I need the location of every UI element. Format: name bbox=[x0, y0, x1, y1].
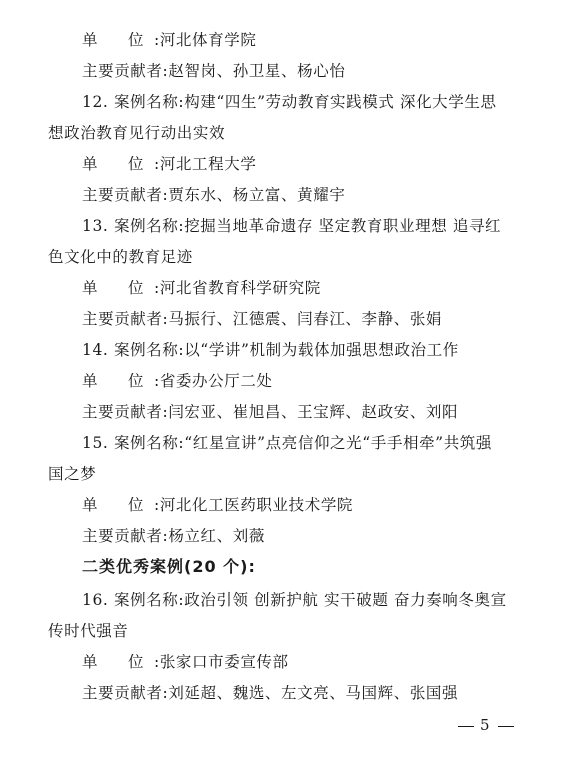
unit-label: 单 位 bbox=[82, 372, 145, 390]
case-title-continuation: 传时代强音 bbox=[48, 622, 129, 640]
unit-line bbox=[82, 154, 256, 174]
case-title-continuation: 色文化中的教育足迹 bbox=[48, 248, 193, 266]
unit-label: 单 位 bbox=[82, 31, 145, 49]
case-title-continuation: 想政治教育见行动出实效 bbox=[48, 124, 226, 142]
contributors-line: 主要贡献者:闫宏亚、崔旭昌、王宝辉、赵政安、刘阳 bbox=[82, 403, 459, 421]
page-number: 5 bbox=[452, 716, 520, 734]
unit-value: :河北化工医药职业技术学院 bbox=[154, 496, 354, 514]
contributors-line: 主要贡献者:刘延超、魏选、左文亮、马国辉、张国强 bbox=[82, 684, 459, 702]
unit-line bbox=[82, 495, 353, 515]
case-title-line: 13. 案例名称:挖掘当地革命遗存 坚定教育职业理想 追寻红 bbox=[82, 217, 502, 235]
unit-label: 单 位 bbox=[82, 653, 145, 671]
contributors-line: 主要贡献者:马振行、江德震、闫春江、李静、张娟 bbox=[82, 310, 443, 328]
unit-value: :省委办公厅二处 bbox=[154, 372, 273, 390]
unit-label: 单 位 bbox=[82, 155, 145, 173]
unit-label: 单 位 bbox=[82, 496, 145, 514]
case-title-line: 14. 案例名称:以“学讲”机制为载体加强思想政治工作 bbox=[82, 341, 459, 359]
contributors-line: 主要贡献者:贾东水、杨立富、黄耀宇 bbox=[82, 186, 346, 204]
unit-value: :河北体育学院 bbox=[154, 31, 257, 49]
unit-value: :河北省教育科学研究院 bbox=[154, 279, 321, 297]
case-title-line: 15. 案例名称:“红星宣讲”点亮信仰之光“手手相牵”共筑强 bbox=[82, 434, 492, 452]
case-title-continuation: 国之梦 bbox=[48, 465, 97, 483]
case-title-line: 16. 案例名称:政治引领 创新护航 实干破题 奋力奏响冬奥宣 bbox=[82, 591, 507, 609]
contributors-line: 主要贡献者:赵智岗、孙卫星、杨心怡 bbox=[82, 62, 346, 80]
unit-label: 单 位 bbox=[82, 279, 145, 297]
unit-line bbox=[82, 652, 289, 672]
unit-line bbox=[82, 30, 256, 50]
unit-line bbox=[82, 371, 273, 391]
unit-value: :张家口市委宣传部 bbox=[154, 653, 289, 671]
section-heading: 二类优秀案例(20 个): bbox=[82, 557, 256, 576]
dash-right bbox=[498, 726, 514, 727]
contributors-line: 主要贡献者:杨立红、刘薇 bbox=[82, 527, 265, 545]
case-title-line: 12. 案例名称:构建“四生”劳动教育实践模式 深化大学生思 bbox=[82, 93, 497, 111]
dash-left bbox=[458, 726, 474, 727]
unit-line bbox=[82, 278, 321, 298]
unit-value: :河北工程大学 bbox=[154, 155, 257, 173]
